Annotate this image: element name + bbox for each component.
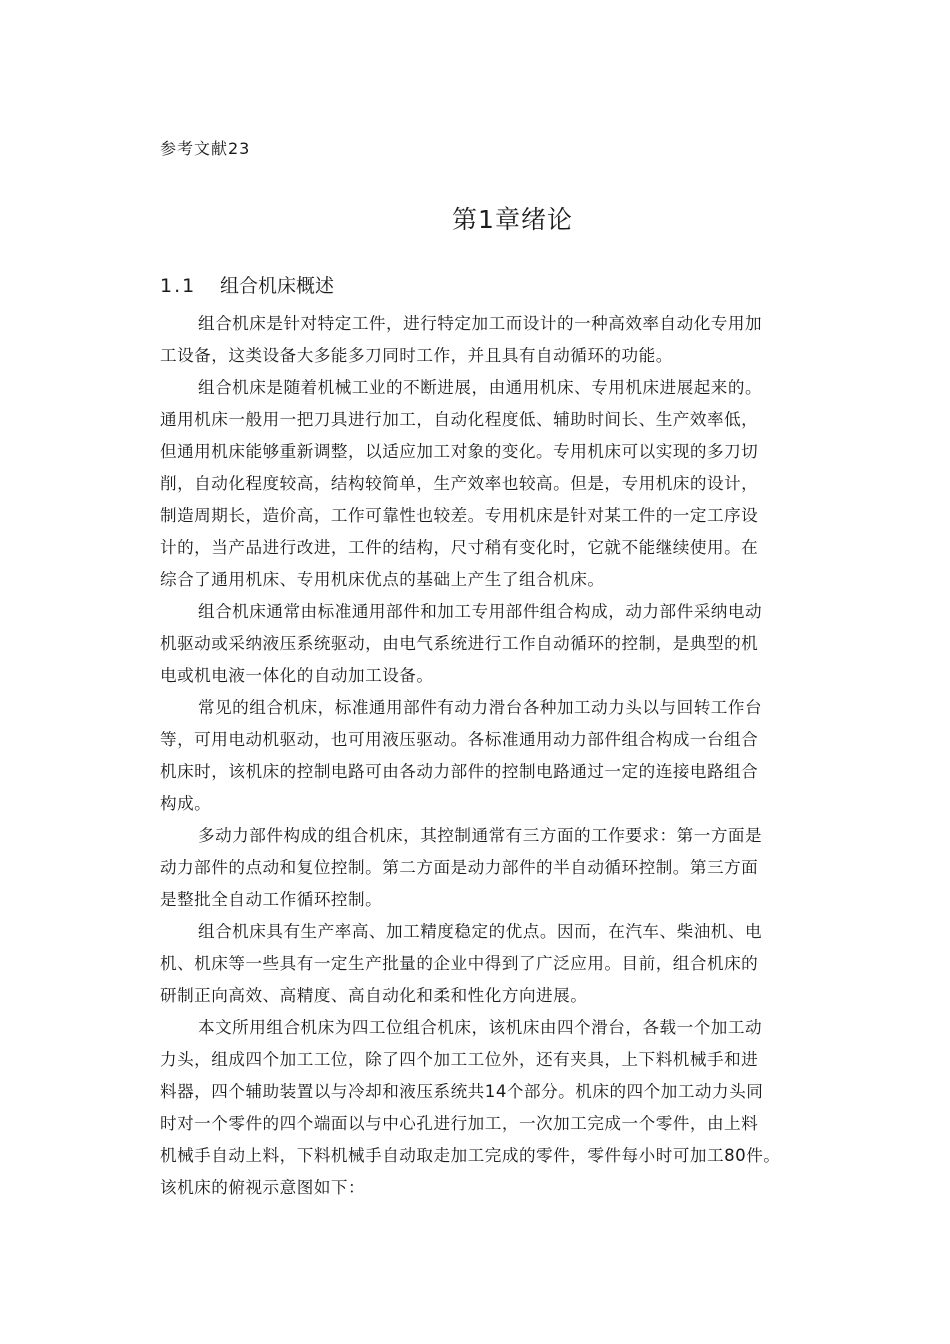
- paragraph-line: 机驱动或采纳液压系统驱动，由电气系统进行工作自动循环的控制，是典型的机: [160, 634, 759, 653]
- section-number: 1.1: [160, 275, 197, 297]
- paragraph-line: 常见的组合机床，标准通用部件有动力滑台各种加工动力头以与回转工作台: [198, 698, 763, 717]
- paragraph-line: 多动力部件构成的组合机床，其控制通常有三方面的工作要求：第一方面是: [198, 826, 763, 845]
- paragraph-line: 电或机电液一体化的自动加工设备。: [160, 666, 434, 685]
- paragraph-line: 构成。: [160, 794, 212, 813]
- paragraph-line: 但通用机床能够重新调整，以适应加工对象的变化。专用机床可以实现的多刀切: [160, 442, 759, 461]
- toc-entry-references: 参考文献23: [160, 139, 251, 158]
- paragraph-line: 料器，四个辅助装置以与冷却和液压系统共14个部分。机床的四个加工动力头同: [160, 1082, 764, 1101]
- paragraph-line: 综合了通用机床、专用机床优点的基础上产生了组合机床。: [160, 570, 605, 589]
- paragraph: [160, 308, 850, 372]
- paragraph-line: 机械手自动上料，下料机械手自动取走加工完成的零件，零件每小时可加工80件。: [160, 1146, 781, 1165]
- paragraph-line: 削，自动化程度较高，结构较简单，生产效率也较高。但是，专用机床的设计，: [160, 474, 759, 493]
- paragraph: [160, 692, 850, 820]
- paragraph-line: 组合机床通常由标准通用部件和加工专用部件组合构成，动力部件采纳电动: [198, 602, 763, 621]
- section-heading: [160, 273, 334, 299]
- paragraph-line: 工设备，这类设备大多能多刀同时工作，并且具有自动循环的功能。: [160, 346, 673, 365]
- paragraph-line: 机、机床等一些具有一定生产批量的企业中得到了广泛应用。目前，组合机床的: [160, 954, 759, 973]
- paragraph-line: 该机床的俯视示意图如下：: [160, 1178, 366, 1197]
- paragraph: [160, 596, 850, 692]
- paragraph: [160, 820, 850, 916]
- paragraph-line: 组合机床具有生产率高、加工精度稳定的优点。因而，在汽车、柴油机、电: [198, 922, 763, 941]
- paragraph-line: 研制正向高效、高精度、高自动化和柔和性化方向进展。: [160, 986, 588, 1005]
- paragraph-line: 时对一个零件的四个端面以与中心孔进行加工，一次加工完成一个零件，由上料: [160, 1114, 759, 1133]
- paragraph-line: 组合机床是随着机械工业的不断进展，由通用机床、专用机床进展起来的。: [198, 378, 763, 397]
- paragraph-line: 本文所用组合机床为四工位组合机床，该机床由四个滑台，各载一个加工动: [198, 1018, 763, 1037]
- paragraph-line: 等，可用电动机驱动，也可用液压驱动。各标准通用动力部件组合构成一台组合: [160, 730, 759, 749]
- paragraph: [160, 1012, 850, 1204]
- section-title-text: 组合机床概述: [220, 275, 335, 297]
- paragraph: [160, 372, 850, 596]
- paragraph-line: 计的，当产品进行改进，工件的结构，尺寸稍有变化时，它就不能继续使用。在: [160, 538, 759, 557]
- paragraph-line: 制造周期长，造价高，工作可靠性也较差。专用机床是针对某工件的一定工序设: [160, 506, 759, 525]
- paragraph-line: 力头，组成四个加工工位，除了四个加工工位外，还有夹具，上下料机械手和进: [160, 1050, 759, 1069]
- paragraph-line: 动力部件的点动和复位控制。第二方面是动力部件的半自动循环控制。第三方面: [160, 858, 759, 877]
- paragraph-line: 机床时，该机床的控制电路可由各动力部件的控制电路通过一定的连接电路组合: [160, 762, 759, 781]
- paragraph-line: 组合机床是针对特定工件，进行特定加工而设计的一种高效率自动化专用加: [198, 314, 763, 333]
- body-text: [160, 308, 850, 1204]
- paragraph: [160, 916, 850, 1012]
- paragraph-line: 是整批全自动工作循环控制。: [160, 890, 383, 909]
- paragraph-line: 通用机床一般用一把刀具进行加工，自动化程度低、辅助时间长、生产效率低，: [160, 410, 759, 429]
- chapter-title: 第1章绪论: [452, 205, 573, 234]
